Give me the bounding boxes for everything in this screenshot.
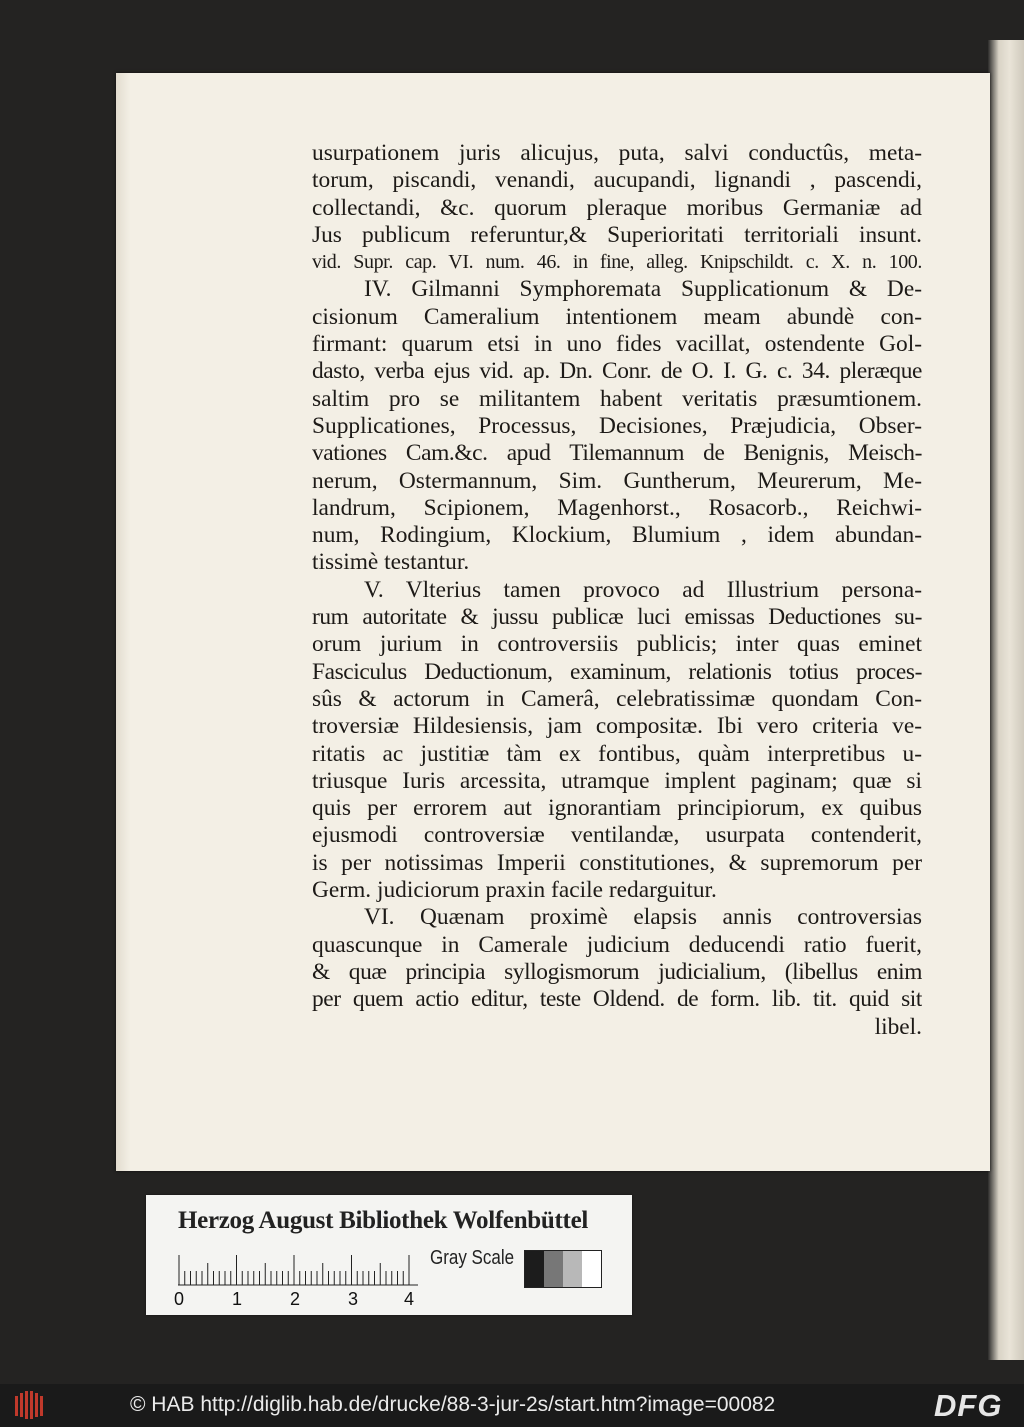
ruler-number: 4: [404, 1289, 415, 1309]
footer-bar: [0, 1384, 1024, 1427]
text-line: vationes Cam.&c. apud Tilemannum de Benignis, Meisch-: [312, 440, 922, 467]
ruler-number: 3: [348, 1289, 359, 1309]
text-line: Jus publicum referuntur,& Superioritati territoriali insunt.: [312, 221, 922, 248]
gray-scale-swatches: [524, 1250, 602, 1288]
dfg-logo: DFG: [934, 1388, 1003, 1423]
text-line: Germ. judiciorum praxin facile redarguitur.: [312, 877, 717, 904]
ruler-number: 1: [232, 1289, 243, 1309]
library-name: Herzog August Bibliothek Wolfenbüttel: [178, 1207, 589, 1234]
text-line: collectandi, &c. quorum pleraque moribus Germaniæ ad: [312, 194, 922, 221]
text-line: ejusmodi controversiæ ventilandæ, usurpata contenderit,: [312, 822, 922, 849]
ruler-ticks: [178, 1247, 418, 1287]
text-line: saltim pro se militantem habent veritatis præsumtionem.: [312, 385, 922, 412]
text-line: tissimè testantur.: [312, 549, 470, 576]
text-line: is per notissimas Imperii constitutiones, & supremorum per: [312, 849, 922, 876]
ruler-number: 2: [290, 1289, 301, 1309]
catchword: libel.: [874, 1013, 922, 1040]
text-line: orum jurium in controversiis publicis; inter quas eminet: [312, 631, 922, 658]
text-line: torum, piscandi, venandi, aucupandi, lignandi , pascendi,: [312, 167, 922, 194]
text-line: nerum, Ostermannum, Sim. Guntherum, Meurerum, Me-: [312, 467, 922, 494]
calibration-card: [146, 1195, 632, 1315]
page-text: [312, 140, 922, 1041]
ruler-scale: [178, 1247, 418, 1287]
text-line: Supplicationes, Processus, Decisiones, Præjudicia, Obser-: [312, 412, 922, 439]
text-line: per quem actio editur, teste Oldend. de form. lib. tit. quid sit: [312, 986, 922, 1013]
text-line: firmant: quarum etsi in uno fides vacillat, ostendente Gol-: [312, 331, 922, 358]
hab-library-logo-icon: [14, 1390, 44, 1420]
text-line: cisionum Cameralium intentionem meam abundè con-: [312, 303, 922, 330]
text-line: quis per errorem aut ignorantiam principiorum, ex quibus: [312, 795, 922, 822]
text-line: quascunque in Camerale judicium deducendi ratio fuerit,: [312, 931, 922, 958]
text-line: sûs & actorum in Camerâ, celebratissimæ quondam Con-: [312, 685, 922, 712]
copyright-url[interactable]: © HAB http://diglib.hab.de/drucke/88-3-jur-2s/start.htm?image=00082: [130, 1393, 776, 1416]
gray-scale-label: Gray Scale: [430, 1247, 515, 1269]
section-heading-v: V. Vlterius tamen provoco ad Illustrium persona-: [364, 576, 922, 603]
page-gutter-shadow: [116, 73, 130, 1171]
adjacent-page-edge: [988, 40, 1024, 1360]
text-line: num, Rodingium, Klockium, Blumium , idem abundan-: [312, 522, 922, 549]
text-line: rum autoritate & jussu publicæ luci emissas Deductiones su-: [312, 604, 922, 631]
text-line: triusque Iuris arcessita, utramque implent paginam; quæ si: [312, 767, 922, 794]
book-page: [116, 73, 990, 1171]
swatch-light-gray: [563, 1251, 582, 1287]
text-line: ritatis ac justitiæ tàm ex fontibus, quàm interpretibus u-: [312, 740, 922, 767]
text-line: & quæ principia syllogismorum judicialium, (libellus enim: [312, 958, 922, 985]
swatch-dark-gray: [544, 1251, 563, 1287]
text-line: usurpationem juris alicujus, puta, salvi conductûs, meta-: [312, 140, 922, 166]
text-line: troversiæ Hildesiensis, jam compositæ. Ibi vero criteria ve-: [312, 713, 922, 740]
text-line: Fasciculus Deductionum, examinum, relationis totius proces-: [312, 658, 922, 685]
text-line: landrum, Scipionem, Magenhorst., Rosacorb., Reichwi-: [312, 494, 922, 521]
section-heading-iv: IV. Gilmanni Symphoremata Supplicationum & De-: [364, 276, 922, 303]
ruler-number: 0: [174, 1289, 185, 1309]
section-heading-vi: VI. Quænam proximè elapsis annis controversias: [364, 904, 922, 931]
swatch-white: [582, 1251, 601, 1287]
swatch-black: [525, 1251, 544, 1287]
text-line: dasto, verba ejus vid. ap. Dn. Conr. de O. I. G. c. 34. pleræque: [312, 358, 922, 385]
text-line: vid. Supr. cap. VI. num. 46. in fine, alleg. Knipschildt. c. X. n. 100.: [312, 251, 922, 274]
